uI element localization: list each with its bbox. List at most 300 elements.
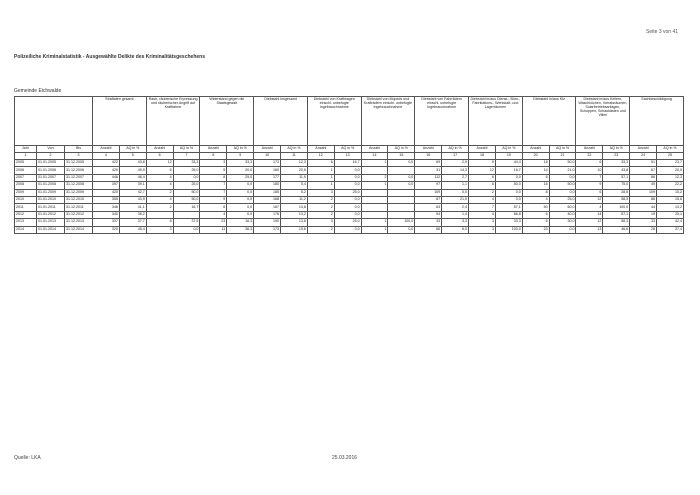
table-cell: 67 [630,167,657,174]
table-cell: 20,9 [657,167,684,174]
table-cell: 112 [415,174,442,181]
table-cell: 66,8 [495,211,522,218]
sub-header-count: Anzahl [576,146,603,153]
table-cell: 36,2 [119,211,146,218]
table-cell: 2,9 [442,160,469,167]
table-cell: 11 [200,226,227,233]
table-cell: 01.01.2010 [37,196,65,203]
table-cell: 0,0 [227,211,254,218]
table-cell: 7 [200,189,227,196]
table-cell: 57,1 [603,174,630,181]
table-cell: 1 [361,182,388,189]
sub-header-row [15,146,684,153]
table-cell: 33 [630,219,657,226]
table-cell: 109 [415,189,442,196]
table-cell: 16,7 [173,204,200,211]
table-cell: 190 [254,219,281,226]
table-cell: 5 [200,167,227,174]
table-cell: 9 [200,196,227,203]
table-cell: 12 [146,160,173,167]
table-cell: 37,7 [119,219,146,226]
column-number: 18 [469,153,496,160]
table-cell: 2013 [15,219,37,226]
table-cell: 0,0 [442,189,469,196]
table-cell: 63 [415,204,442,211]
table-cell: 50,0 [549,160,576,167]
table-cell: 69 [415,160,442,167]
group-header: Diebstahl in/aus Kfz [522,97,576,146]
table-cell: 46,6 [603,226,630,233]
table-cell: 01.01.2007 [37,174,65,181]
table-cell: 41,1 [119,204,146,211]
table-cell [146,211,173,218]
table-cell: 75,0 [603,182,630,189]
table-cell: 2 [307,204,334,211]
table-cell: 31.12.2009 [65,189,93,196]
table-cell: 4 [469,211,496,218]
table-cell [388,167,415,174]
sub-header-count: Anzahl [469,146,496,153]
table-cell: 31.12.2006 [65,167,93,174]
table-cell: 14 [576,211,603,218]
sub-header-rate: AQ in % [388,146,415,153]
table-cell: 1 [307,174,334,181]
table-cell: 4 [146,174,173,181]
table-cell: 0,0 [173,174,200,181]
table-row [15,182,684,189]
column-number: 9 [227,153,254,160]
sub-header-rate: AQ in % [281,146,308,153]
group-header: Diebstahl in/aus Dienst-, Büro-, Fabrikations-, Werkstatt- und Lagerräumen [469,97,523,146]
table-cell: 49 [630,182,657,189]
table-cell: 176 [254,211,281,218]
page-number: Seite 3 von 41 [646,29,678,35]
table-cell [388,211,415,218]
table-cell: 66 [415,226,442,233]
table-cell: 2 [361,174,388,181]
table-cell: 9 [469,160,496,167]
table-cell: 31.12.2005 [65,160,93,167]
table-cell: 420 [93,189,120,196]
group-header: Diebstahl von Fahrrädern einschl. unbefugte Ingebrauchnahme [415,97,469,146]
table-cell: 3 [307,219,334,226]
column-number: 2 [37,153,65,160]
table-cell: 01.01.2009 [37,189,65,196]
table-cell: 0,0 [227,182,254,189]
table-cell [361,204,388,211]
table-cell: 49,9 [119,167,146,174]
table-cell: 9 [576,182,603,189]
table-cell [361,189,388,196]
table-cell: 2,4 [442,204,469,211]
column-number: 13 [334,153,361,160]
table-cell: 12 [576,196,603,203]
sub-header-rate: AQ in % [173,146,200,153]
table-cell: 23 [522,226,549,233]
table-cell: 1,1 [442,182,469,189]
table-cell: 7 [200,182,227,189]
table-cell: 37,5 [173,219,200,226]
table-cell: 0,0 [495,174,522,181]
table-cell: 160 [254,167,281,174]
table-cell: 58,3 [603,196,630,203]
document-title: Polizeiliche Kriminalstatistik - Ausgewählte Delikte des Kriminalitätsgeschehens [14,54,205,60]
table-cell: 33,3 [495,219,522,226]
table-cell [388,189,415,196]
table-cell: 54 [415,211,442,218]
table-cell: 50,0 [173,196,200,203]
table-cell [361,211,388,218]
table-cell: 7 [469,204,496,211]
table-cell: 6 [307,160,334,167]
table-cell: 397 [93,182,120,189]
footer-source: Quelle: LKA [14,455,41,461]
table-cell: 2,7 [442,174,469,181]
sub-header-rate: AQ in % [603,146,630,153]
sub-header-from: Von [37,146,65,153]
column-number: 12 [307,153,334,160]
sub-header-count: Anzahl [254,146,281,153]
table-cell: 44,4 [495,160,522,167]
table-cell: 0,0 [334,204,361,211]
group-header: Diebstahl in/aus Kellern, Waschküchen, Vorratsräumen, Solarbetriebsanlagen, Schuppen, Schaukästen und Villen [576,97,630,146]
table-cell: 19 [630,211,657,218]
sub-header-year: Jahr [15,146,37,153]
table-cell: 0,0 [388,174,415,181]
table-cell: 15,6 [281,226,308,233]
table-cell: 25,0 [227,174,254,181]
column-number: 25 [657,153,684,160]
table-cell: 6,0 [442,226,469,233]
column-number: 6 [146,153,173,160]
table-cell: 36,3 [227,226,254,233]
sub-header-rate: AQ in % [657,146,684,153]
table-cell: 187 [254,204,281,211]
table-cell: 15,2 [657,189,684,196]
table-cell: 25,0 [334,189,361,196]
table-cell: 01.01.2014 [37,226,65,233]
table-cell: 100,0 [495,226,522,233]
table-cell: 346 [93,204,120,211]
table-cell: 8 [522,189,549,196]
table-cell: 100,0 [388,219,415,226]
table-cell: 13,8 [281,219,308,226]
table-cell: 16 [522,182,549,189]
table-cell: 31.12.2014 [65,226,93,233]
table-cell: 31 [415,167,442,174]
sub-header-count: Anzahl [630,146,657,153]
table-cell: 42,7 [119,189,146,196]
table-cell: 320 [93,226,120,233]
table-cell: 2008 [15,182,37,189]
table-cell: 0,0 [227,189,254,196]
table-cell: 0,0 [334,211,361,218]
table-cell: 33,3 [603,160,630,167]
table-cell: 25,0 [173,167,200,174]
column-number: 24 [630,153,657,160]
table-cell: 2010 [15,196,37,203]
table-cell: 0,0 [227,196,254,203]
table-cell: 21,0 [442,196,469,203]
table-cell: 43,9 [119,196,146,203]
table-cell: 01.01.2008 [37,182,65,189]
table-cell: 87 [415,196,442,203]
table-cell: 31.12.2013 [65,219,93,226]
table-cell: 2 [146,189,173,196]
table-cell: 31.12.2010 [65,196,93,203]
table-cell: 7 [576,174,603,181]
table-cell: 44 [630,204,657,211]
table-cell: 1 [361,219,388,226]
table-cell: 6 [522,219,549,226]
sub-header-rate: AQ in % [227,146,254,153]
table-cell [361,196,388,203]
table-cell: 6 [522,174,549,181]
table-cell: 50 [522,204,549,211]
table-cell: 37,4 [657,226,684,233]
crime-statistics-table [14,96,684,234]
group-header-row [15,97,684,146]
table-cell: 58,3 [603,219,630,226]
table-cell: 22,2 [657,182,684,189]
sub-header-count: Anzahl [146,146,173,153]
table-cell: 6 [200,204,227,211]
column-number: 16 [415,153,442,160]
table-cell: 16 [522,160,549,167]
table-cell: 01.01.2013 [37,219,65,226]
table-cell [173,211,200,218]
table-cell: 13,2 [657,204,684,211]
table-cell: 16,7 [495,167,522,174]
table-cell: 0,0 [334,196,361,203]
table-cell: 2006 [15,167,37,174]
sub-header-rate: AQ in % [334,146,361,153]
table-cell: 168 [254,196,281,203]
table-cell: 14,3 [442,167,469,174]
table-cell: 33 [415,219,442,226]
table-cell: 173 [254,226,281,233]
table-cell: 57,1 [495,204,522,211]
table-cell: 97 [415,182,442,189]
sub-header-to: Bis [65,146,93,153]
table-cell: 2014 [15,226,37,233]
table-cell: 14 [522,167,549,174]
table-cell: 2005 [15,160,37,167]
table-cell: 0,0 [334,226,361,233]
table-cell: 0,0 [388,160,415,167]
table-cell: 1 [361,226,388,233]
table-cell: 340 [93,211,120,218]
table-cell: 01.01.2012 [37,211,65,218]
group-header: Diebstahl von Mopeds und Krafträdern einschl. unbefugte Ingebrauchnahme [361,97,415,146]
table-row [15,211,684,218]
table-cell: 23,7 [657,160,684,167]
table-cell: 25,0 [173,182,200,189]
table-cell: 8 [146,219,173,226]
table-cell: 1 [307,182,334,189]
table-cell: 31.12.2012 [65,211,93,218]
table-cell: 2009 [15,189,37,196]
municipality-name: Gemeinde Eichwalde [14,88,62,94]
column-number: 20 [522,153,549,160]
table-cell: 60,0 [549,204,576,211]
table-cell: 173 [254,160,281,167]
table-cell: 43,8 [603,167,630,174]
table-cell: 0,0 [334,167,361,174]
table-cell: 1,4 [442,211,469,218]
table-cell: 33,3 [227,160,254,167]
table-cell: 50,0 [495,182,522,189]
table-cell [388,204,415,211]
table-cell: 2011 [15,204,37,211]
table-cell: 6 [469,174,496,181]
table-cell: 13,8 [281,204,308,211]
table-cell: 3 [469,226,496,233]
sub-header-count: Anzahl [361,146,388,153]
table-row [15,226,684,233]
sub-header-count: Anzahl [307,146,334,153]
table-cell: 6 [576,160,603,167]
table-cell: 10 [576,167,603,174]
table-cell: 12 [576,219,603,226]
table-cell: 8 [200,174,227,181]
sub-header-rate: AQ in % [119,146,146,153]
table-cell: 2 [469,189,496,196]
table-cell: 0,0 [549,189,576,196]
column-number-row [15,153,684,160]
footer-date: 25.03.2016 [332,455,358,461]
table-cell [361,167,388,174]
column-number: 15 [388,153,415,160]
table-row [15,189,684,196]
table-cell: 185 [254,189,281,196]
table-cell: 46,4 [119,174,146,181]
table-cell: 109 [630,189,657,196]
table-cell: 50,0 [549,182,576,189]
table-cell: 26 [630,226,657,233]
table-cell: 31.12.2011 [65,204,93,211]
table-cell: 45,4 [119,226,146,233]
table-cell: 28,6 [603,189,630,196]
table-row [15,167,684,174]
table-cell: 0,0 [549,174,576,181]
table-cell: 01.01.2005 [37,160,65,167]
table-cell: 6 [469,182,496,189]
group-header-blank [15,97,93,146]
table-cell: 0,0 [227,204,254,211]
table-cell: 50,0 [173,189,200,196]
table-cell: 6 [146,167,173,174]
column-number: 21 [549,153,576,160]
table-row [15,204,684,211]
group-header: Sachbeschädigung [630,97,684,146]
column-number: 8 [200,153,227,160]
table-cell: 0,0 [495,196,522,203]
table-cell: 21,0 [549,167,576,174]
table-cell: 6 [522,211,549,218]
table-cell: 01.01.2006 [37,167,65,174]
group-header: Diebstahl insgesamt [254,97,308,146]
table-cell: 2 [146,204,173,211]
table-cell: 3 [200,160,227,167]
table-cell: 6 [576,189,603,196]
table-cell: 11,2 [281,196,308,203]
table-cell: 12 [469,167,496,174]
table-row [15,174,684,181]
table-cell: 2 [307,211,334,218]
table-cell: 11,9 [281,174,308,181]
table-cell: 86 [630,174,657,181]
table-cell: 4 [146,182,173,189]
table-cell: 5,4 [281,182,308,189]
table-cell: 30,0 [549,219,576,226]
table-cell: 12,3 [657,174,684,181]
table-cell: 0,0 [173,226,200,233]
table-cell: 2012 [15,211,37,218]
column-number: 1 [15,153,37,160]
table-cell: 337 [93,219,120,226]
table-cell: 0,0 [388,182,415,189]
table-cell: 0,0 [549,226,576,233]
table-cell: 3 [469,219,496,226]
table-cell: 3 [146,226,173,233]
group-header: Diebstahl von Kraftwagen einschl. unbefugte Ingebrauchnahme [307,97,361,146]
column-number: 4 [93,153,120,160]
sub-header-rate: AQ in % [442,146,469,153]
column-number: 7 [173,153,200,160]
table-cell: 180 [254,182,281,189]
table-cell: 16,7 [334,160,361,167]
table-cell: 15,6 [657,196,684,203]
table-cell: 100,0 [603,204,630,211]
table-cell: 31.12.2008 [65,182,93,189]
sub-header-rate: AQ in % [549,146,576,153]
column-number: 11 [281,153,308,160]
table-row [15,196,684,203]
table-cell: 4 [469,196,496,203]
table-cell: 86 [630,196,657,203]
sub-header-count: Anzahl [93,146,120,153]
column-number: 17 [442,153,469,160]
table-cell: 40,0 [549,211,576,218]
table-cell: 3 [307,189,334,196]
table-cell: 31.12.2007 [65,174,93,181]
sub-header-rate: AQ in % [495,146,522,153]
table-cell: 5,2 [281,189,308,196]
table-cell: 42,4 [657,219,684,226]
table-cell: 25,0 [549,196,576,203]
column-number: 5 [119,153,146,160]
group-header: Widerstand gegen die Staatsgewalt [200,97,254,146]
column-number: 23 [603,153,630,160]
group-header: Straftaten gesamt [93,97,147,146]
table-cell: 0,0 [334,174,361,181]
table-cell: 16,3 [227,219,254,226]
column-number: 19 [495,153,522,160]
sub-header-count: Anzahl [415,146,442,153]
table-cell: 20,0 [227,167,254,174]
table-cell: 57,1 [603,211,630,218]
group-header: Raub, räuberische Erpressung und räuberischer Angriff auf Kraftfahrer [146,97,200,146]
column-number: 10 [254,153,281,160]
column-number: 22 [576,153,603,160]
table-cell [388,196,415,203]
table-cell: 4 [576,204,603,211]
table-cell: 0,0 [334,182,361,189]
table-cell: 4 [200,211,227,218]
table-cell: 422 [93,160,120,167]
column-number: 3 [65,153,93,160]
